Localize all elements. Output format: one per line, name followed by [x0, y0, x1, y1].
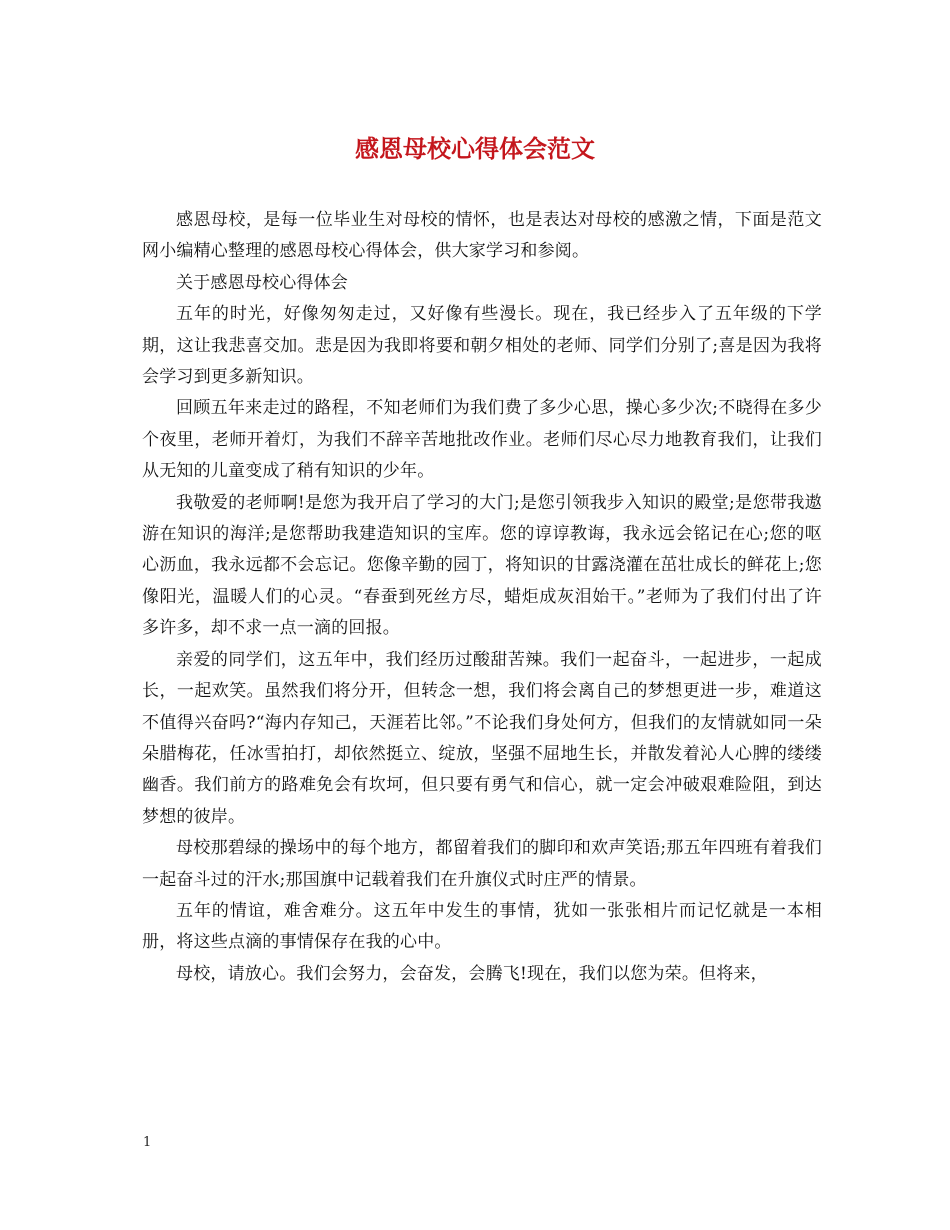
- document-body: [142, 205, 822, 990]
- paragraph-classmates: 亲爱的同学们，这五年中，我们经历过酸甜苦辣。我们一起奋斗，一起进步，一起成长，一起欢笑。虽然我们将分开，但转念一想，我们将会离自己的梦想更进一步，难道这不值得兴奋吗?“海内存知己，天涯若比邻。”不论我们身处何方，但我们的友情就如同一朵朵腊梅花，任冰雪拍打，却依然挺立、绽放，坚强不屈地生长，并散发着沁人心脾的缕缕幽香。我们前方的路难免会有坎坷，但只要有勇气和信心，就一定会冲破艰难险阻，到达梦想的彼岸。: [142, 649, 822, 827]
- paragraph-review: 回顾五年来走过的路程，不知老师们为我们费了多少心思，操心多少次;不晓得在多少个夜里，老师开着灯，为我们不辞辛苦地批改作业。老师们尽心尽力地教育我们，让我们从无知的儿童变成了稍有知识的少年。: [142, 398, 822, 482]
- paragraph-promise: 母校，请放心。我们会努力，会奋发，会腾飞!现在，我们以您为荣。但将来，: [176, 963, 768, 984]
- page-number: 1: [143, 1135, 152, 1150]
- paragraph-campus: 母校那碧绿的操场中的每个地方，都留着我们的脚印和欢声笑语;那五年四班有着我们一起奋斗过的汗水;那国旗中记载着我们在升旗仪式时庄严的情景。: [142, 838, 822, 890]
- paragraph-five-years: 五年的时光，好像匆匆走过，又好像有些漫长。现在，我已经步入了五年级的下学期，这让我悲喜交加。悲是因为我即将要和朝夕相处的老师、同学们分别了;喜是因为我将会学习到更多新知识。: [142, 304, 822, 388]
- paragraph-subheading: 关于感恩母校心得体会: [176, 272, 348, 293]
- document-title: 感恩母校心得体会范文: [355, 134, 595, 163]
- paragraph-intro: 感恩母校，是每一位毕业生对母校的情怀，也是表达对母校的感激之情，下面是范文网小编精心整理的感恩母校心得体会，供大家学习和参阅。: [142, 210, 822, 262]
- paragraph-teachers: 我敬爱的老师啊!是您为我开启了学习的大门;是您引领我步入知识的殿堂;是您带我遨游在知识的海洋;是您帮助我建造知识的宝库。您的谆谆教诲，我永远会铭记在心;您的呕心沥血，我永远都不会忘记。您像辛勤的园丁，将知识的甘露浇灌在茁壮成长的鲜花上;您像阳光，温暖人们的心灵。“春蚕到死丝方尽，蜡炬成灰泪始干。”老师为了我们付出了许多许多，却不求一点一滴的回报。: [142, 492, 822, 639]
- paragraph-friendship: 五年的情谊，难舍难分。这五年中发生的事情，犹如一张张相片而记忆就是一本相册，将这些点滴的事情保存在我的心中。: [142, 900, 822, 953]
